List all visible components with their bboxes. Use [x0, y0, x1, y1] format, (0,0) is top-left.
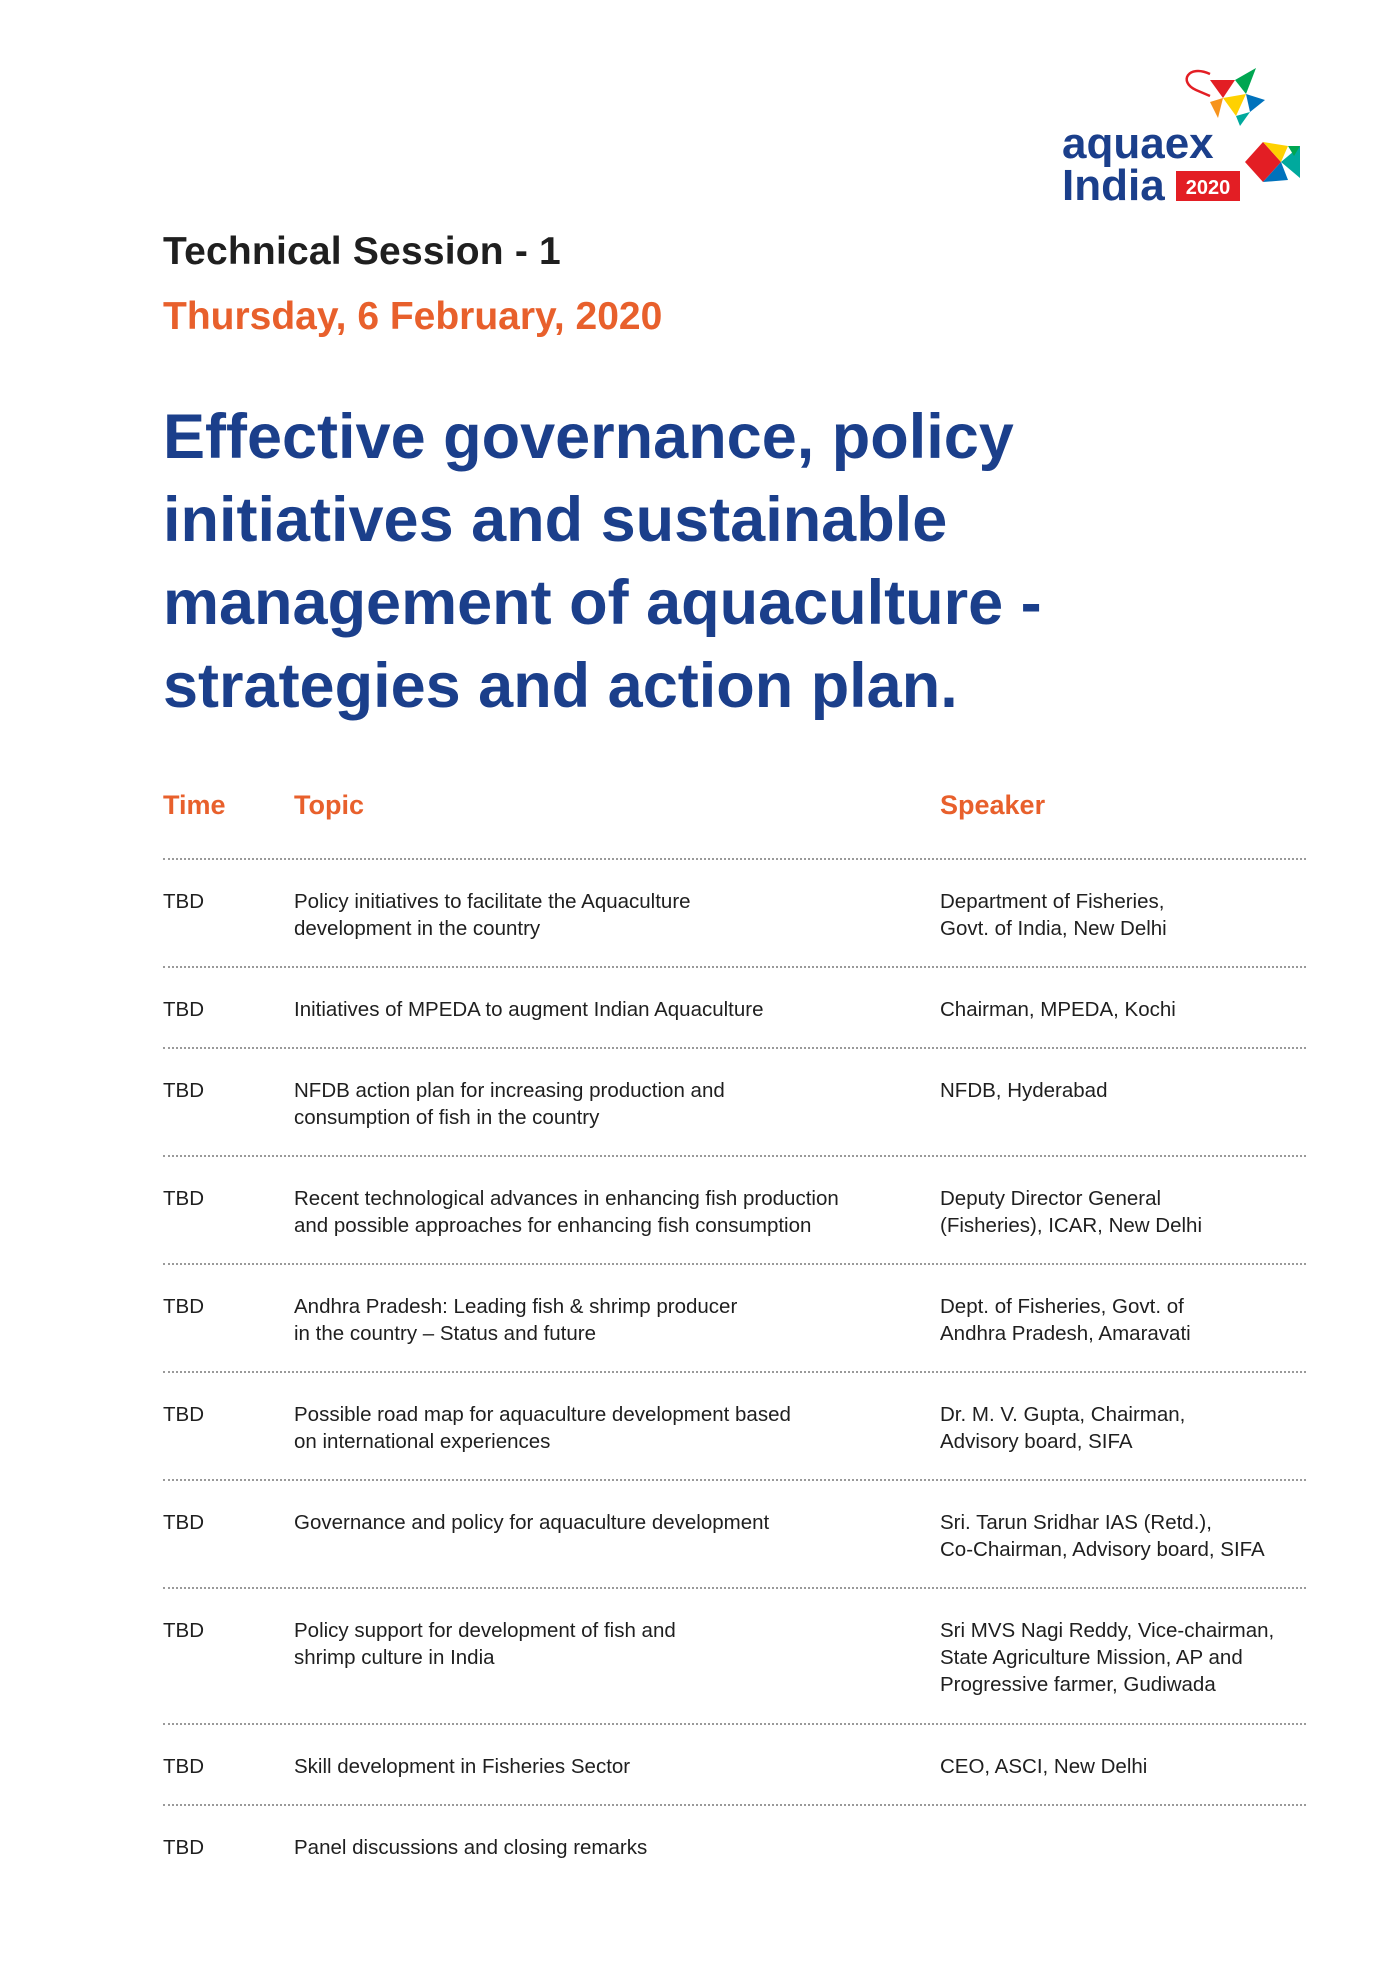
- row-speaker: Dept. of Fisheries, Govt. of Andhra Pradesh, Amaravati: [940, 1295, 1191, 1345]
- row-speaker: Sri. Tarun Sridhar IAS (Retd.), Co-Chairman, Advisory board, SIFA: [940, 1511, 1265, 1561]
- row-time: TBD: [163, 890, 204, 913]
- triangle-yellow: [1223, 94, 1246, 116]
- row-topic: Governance and policy for aquaculture development: [294, 1511, 770, 1534]
- row-time: TBD: [163, 1403, 204, 1426]
- column-header-topic: Topic: [294, 790, 364, 820]
- session-date: Thursday, 6 February, 2020: [163, 295, 663, 338]
- row-time: TBD: [163, 1511, 204, 1534]
- row-topic: Possible road map for aquaculture development based on international experiences: [294, 1403, 791, 1453]
- row-topic: NFDB action plan for increasing production and consumption of fish in the country: [294, 1079, 725, 1129]
- agenda-header-row: [163, 790, 1306, 860]
- page-title: Effective governance, policy initiatives and sustainable management of aquaculture - strategies and action plan.: [163, 402, 1042, 721]
- triangle-red: [1210, 80, 1235, 98]
- table-row: [163, 860, 1306, 968]
- row-speaker: Dr. M. V. Gupta, Chairman, Advisory board, SIFA: [940, 1403, 1186, 1453]
- table-row: [163, 968, 1306, 1049]
- row-time: TBD: [163, 998, 204, 1021]
- row-time: TBD: [163, 1079, 204, 1102]
- table-row: [163, 1589, 1306, 1725]
- aquaex-india-logo: [1060, 60, 1320, 210]
- logo-word-top: aquaex: [1062, 119, 1214, 168]
- agenda-table: [163, 790, 1306, 1887]
- row-topic: Policy support for development of fish and shrimp culture in India: [294, 1619, 676, 1669]
- row-time: TBD: [163, 1187, 204, 1210]
- row-time: TBD: [163, 1836, 204, 1859]
- column-header-time: Time: [163, 790, 226, 820]
- table-row: [163, 1725, 1306, 1806]
- triangle-green: [1235, 68, 1256, 94]
- logo-word-bottom: India: [1062, 161, 1165, 210]
- row-speaker: Sri MVS Nagi Reddy, Vice-chairman, State Agriculture Mission, AP and Progressive farmer, Gudiwada: [940, 1619, 1275, 1696]
- table-row: [163, 1157, 1306, 1265]
- row-speaker: Deputy Director General (Fisheries), ICAR, New Delhi: [940, 1187, 1202, 1237]
- triangle-orange: [1210, 98, 1223, 118]
- table-row: [163, 1049, 1306, 1157]
- row-topic: Skill development in Fisheries Sector: [294, 1755, 631, 1778]
- aquaex-india-logo-graphic: [1060, 60, 1320, 210]
- swirl-mark: [1187, 71, 1210, 96]
- row-topic: Andhra Pradesh: Leading fish & shrimp producer in the country – Status and future: [294, 1295, 738, 1345]
- row-topic: Panel discussions and closing remarks: [294, 1836, 648, 1859]
- row-topic: Recent technological advances in enhancing fish production and possible approaches for enhancing fish consumption: [294, 1187, 839, 1237]
- table-row: [163, 1481, 1306, 1589]
- table-row: [163, 1373, 1306, 1481]
- row-time: TBD: [163, 1755, 204, 1778]
- row-time: TBD: [163, 1619, 204, 1642]
- triangle-teal: [1236, 112, 1250, 126]
- row-speaker: NFDB, Hyderabad: [940, 1079, 1108, 1102]
- row-speaker: CEO, ASCI, New Delhi: [940, 1755, 1148, 1778]
- triangle-blue: [1246, 94, 1265, 112]
- row-topic: Policy initiatives to facilitate the Aquaculture development in the country: [294, 890, 691, 940]
- column-header-speaker: Speaker: [940, 790, 1046, 820]
- row-speaker: Chairman, MPEDA, Kochi: [940, 998, 1176, 1021]
- table-row: [163, 1806, 1306, 1887]
- row-time: TBD: [163, 1295, 204, 1318]
- session-title: Technical Session - 1: [163, 230, 561, 273]
- row-speaker: Department of Fisheries, Govt. of India, New Delhi: [940, 890, 1167, 940]
- logo-year: 2020: [1185, 177, 1231, 199]
- row-topic: Initiatives of MPEDA to augment Indian Aquaculture: [294, 998, 764, 1021]
- table-row: [163, 1265, 1306, 1373]
